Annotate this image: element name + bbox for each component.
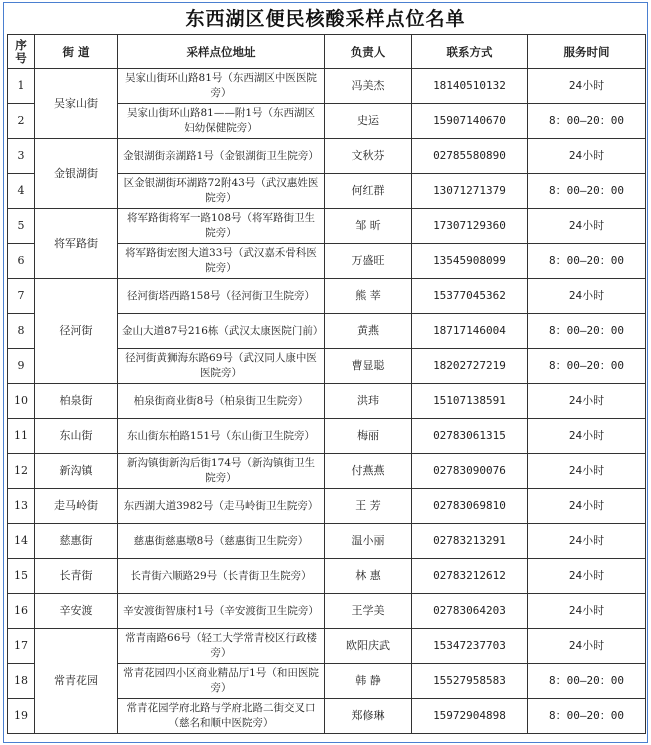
row-number: 19 — [8, 699, 35, 734]
row-number: 17 — [8, 629, 35, 664]
person-in-charge: 欧阳庆武 — [325, 629, 412, 664]
row-number: 4 — [8, 174, 35, 209]
table-row — [8, 559, 646, 594]
street-name: 慈惠街 — [35, 524, 118, 559]
site-address: 将军路街将军一路108号（将军路街卫生院旁） — [118, 209, 325, 244]
row-number: 2 — [8, 104, 35, 139]
service-hours: 24小时 — [528, 594, 646, 629]
contact-phone: 15972904898 — [412, 699, 528, 734]
table-row — [8, 139, 646, 174]
street-name: 走马岭街 — [35, 489, 118, 524]
site-address: 常青花园四小区商业精品厅1号（和田医院旁） — [118, 664, 325, 699]
header-address: 采样点位地址 — [118, 35, 325, 69]
contact-phone: 15527958583 — [412, 664, 528, 699]
service-hours: 24小时 — [528, 139, 646, 174]
sampling-sites-table — [7, 34, 646, 734]
row-number: 15 — [8, 559, 35, 594]
contact-phone: 02783212612 — [412, 559, 528, 594]
site-address: 径河街塔西路158号（径河街卫生院旁） — [118, 279, 325, 314]
street-name: 径河街 — [35, 279, 118, 384]
person-in-charge: 洪玮 — [325, 384, 412, 419]
site-address: 常青花园学府北路与学府北路二街交叉口（慈名和顺中医院旁） — [118, 699, 325, 734]
table-row — [8, 524, 646, 559]
header-hours: 服务时间 — [528, 35, 646, 69]
row-number: 8 — [8, 314, 35, 349]
header-contact: 联系方式 — [412, 35, 528, 69]
service-hours: 24小时 — [528, 454, 646, 489]
person-in-charge: 冯美杰 — [325, 69, 412, 104]
street-name: 将军路街 — [35, 209, 118, 279]
person-in-charge: 邹 昕 — [325, 209, 412, 244]
contact-phone: 18717146004 — [412, 314, 528, 349]
service-hours: 24小时 — [528, 489, 646, 524]
person-in-charge: 黄燕 — [325, 314, 412, 349]
row-number: 6 — [8, 244, 35, 279]
contact-phone: 13545908099 — [412, 244, 528, 279]
service-hours: 8：00—20：00 — [528, 314, 646, 349]
header-index: 序号 — [8, 35, 35, 69]
row-number: 7 — [8, 279, 35, 314]
person-in-charge: 曹显聪 — [325, 349, 412, 384]
site-address: 吴家山街环山路81号（东西湖区中医医院旁） — [118, 69, 325, 104]
service-hours: 8：00—20：00 — [528, 349, 646, 384]
person-in-charge: 梅丽 — [325, 419, 412, 454]
header-person: 负责人 — [325, 35, 412, 69]
row-number: 13 — [8, 489, 35, 524]
table-row — [8, 69, 646, 104]
row-number: 3 — [8, 139, 35, 174]
row-number: 14 — [8, 524, 35, 559]
row-number: 1 — [8, 69, 35, 104]
header-street: 街 道 — [35, 35, 118, 69]
site-address: 金山大道87号216栋（武汉太康医院门前） — [118, 314, 325, 349]
person-in-charge: 万盛旺 — [325, 244, 412, 279]
site-address: 东西湖大道3982号（走马岭街卫生院旁） — [118, 489, 325, 524]
person-in-charge: 文秋芬 — [325, 139, 412, 174]
contact-phone: 17307129360 — [412, 209, 528, 244]
row-number: 16 — [8, 594, 35, 629]
contact-phone: 15107138591 — [412, 384, 528, 419]
site-address: 辛安渡街智康村1号（辛安渡街卫生院旁） — [118, 594, 325, 629]
contact-phone: 02783069810 — [412, 489, 528, 524]
contact-phone: 18202727219 — [412, 349, 528, 384]
person-in-charge: 史运 — [325, 104, 412, 139]
person-in-charge: 付燕燕 — [325, 454, 412, 489]
table-row — [8, 629, 646, 664]
street-name: 新沟镇 — [35, 454, 118, 489]
table-row — [8, 489, 646, 524]
site-address: 径河街黄狮海东路69号（武汉同人康中医医院旁） — [118, 349, 325, 384]
service-hours: 8：00—20：00 — [528, 244, 646, 279]
contact-phone: 15377045362 — [412, 279, 528, 314]
site-address: 吴家山街环山路81——附1号（东西湖区妇幼保健院旁） — [118, 104, 325, 139]
person-in-charge: 温小丽 — [325, 524, 412, 559]
person-in-charge: 郑修琳 — [325, 699, 412, 734]
site-address: 柏泉街商业街8号（柏泉街卫生院旁） — [118, 384, 325, 419]
contact-phone: 18140510132 — [412, 69, 528, 104]
service-hours: 24小时 — [528, 559, 646, 594]
service-hours: 8：00—20：00 — [528, 664, 646, 699]
site-address: 常青南路66号（轻工大学常青校区行政楼旁） — [118, 629, 325, 664]
service-hours: 24小时 — [528, 524, 646, 559]
row-number: 12 — [8, 454, 35, 489]
person-in-charge: 林 惠 — [325, 559, 412, 594]
street-name: 辛安渡 — [35, 594, 118, 629]
row-number: 9 — [8, 349, 35, 384]
street-name: 金银湖街 — [35, 139, 118, 209]
site-address: 新沟镇街新沟后街174号（新沟镇街卫生院旁） — [118, 454, 325, 489]
table-row — [8, 419, 646, 454]
service-hours: 24小时 — [528, 419, 646, 454]
contact-phone: 13071271379 — [412, 174, 528, 209]
contact-phone: 15347237703 — [412, 629, 528, 664]
contact-phone: 02783061315 — [412, 419, 528, 454]
person-in-charge: 王学美 — [325, 594, 412, 629]
service-hours: 24小时 — [528, 209, 646, 244]
contact-phone: 02785580890 — [412, 139, 528, 174]
row-number: 5 — [8, 209, 35, 244]
service-hours: 24小时 — [528, 279, 646, 314]
site-address: 金银湖街亲湖路1号（金银湖街卫生院旁） — [118, 139, 325, 174]
service-hours: 24小时 — [528, 69, 646, 104]
page-title: 东西湖区便民核酸采样点位名单 — [185, 8, 466, 30]
contact-phone: 15907140670 — [412, 104, 528, 139]
site-address: 长青街六顺路29号（长青街卫生院旁） — [118, 559, 325, 594]
table-row — [8, 454, 646, 489]
table-row — [8, 279, 646, 314]
service-hours: 24小时 — [528, 629, 646, 664]
street-name: 东山街 — [35, 419, 118, 454]
table-row — [8, 594, 646, 629]
site-address: 东山街东柏路151号（东山街卫生院旁） — [118, 419, 325, 454]
street-name: 吴家山街 — [35, 69, 118, 139]
service-hours: 8：00—20：00 — [528, 104, 646, 139]
contact-phone: 02783090076 — [412, 454, 528, 489]
row-number: 10 — [8, 384, 35, 419]
row-number: 11 — [8, 419, 35, 454]
person-in-charge: 熊 莘 — [325, 279, 412, 314]
table-row — [8, 384, 646, 419]
street-name: 柏泉街 — [35, 384, 118, 419]
table-header-row — [8, 35, 646, 69]
service-hours: 8：00—20：00 — [528, 699, 646, 734]
street-name: 长青街 — [35, 559, 118, 594]
contact-phone: 02783213291 — [412, 524, 528, 559]
contact-phone: 02783064203 — [412, 594, 528, 629]
service-hours: 24小时 — [528, 384, 646, 419]
row-number: 18 — [8, 664, 35, 699]
street-name: 常青花园 — [35, 629, 118, 734]
person-in-charge: 何红群 — [325, 174, 412, 209]
site-address: 区金银湖街环湖路72附43号（武汉惠姓医院旁） — [118, 174, 325, 209]
person-in-charge: 韩 静 — [325, 664, 412, 699]
site-address: 将军路街宏图大道33号（武汉嘉禾骨科医院旁） — [118, 244, 325, 279]
person-in-charge: 王 芳 — [325, 489, 412, 524]
service-hours: 8：00—20：00 — [528, 174, 646, 209]
site-address: 慈惠街慈惠墩8号（慈惠街卫生院旁） — [118, 524, 325, 559]
table-row — [8, 209, 646, 244]
